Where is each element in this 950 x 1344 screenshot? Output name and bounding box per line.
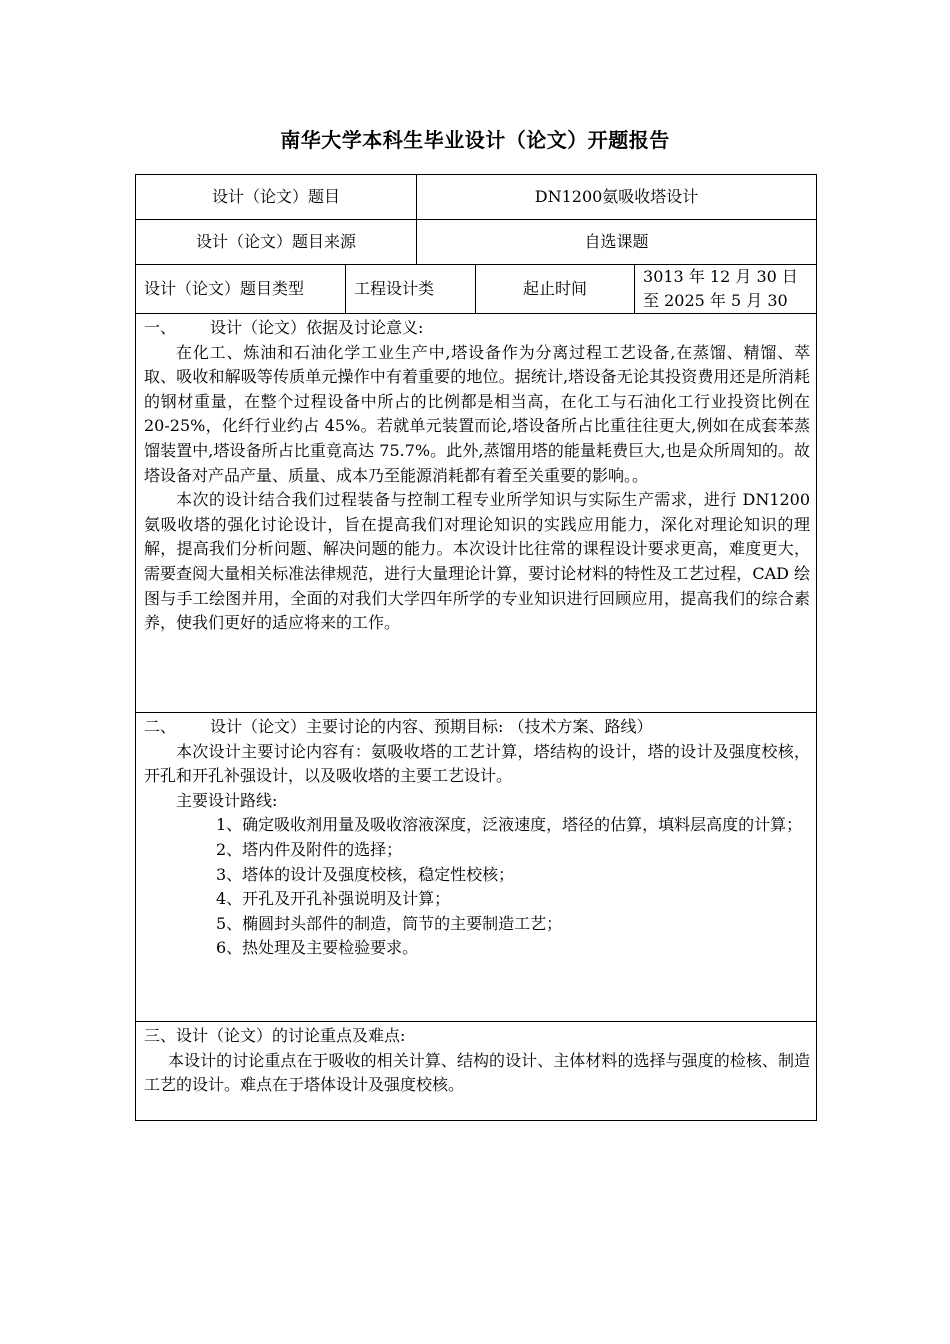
report-table bbox=[135, 174, 817, 1121]
source-value: 自选课题 bbox=[417, 220, 817, 265]
section-2-number: 二、 bbox=[144, 717, 177, 736]
list-item: 3、塔体的设计及强度校核，稳定性校核； bbox=[216, 864, 515, 884]
section-2 bbox=[136, 713, 817, 1022]
section-2-heading bbox=[144, 715, 810, 740]
topic-row bbox=[136, 175, 817, 220]
topic-value: DN1200氨吸收塔设计 bbox=[417, 175, 817, 220]
section-1 bbox=[136, 314, 817, 713]
topic-label: 设计（论文）题目 bbox=[136, 175, 417, 220]
section-3-heading: 三、设计（论文）的讨论重点及难点: bbox=[144, 1026, 406, 1045]
source-label: 设计（论文）题目来源 bbox=[136, 220, 417, 265]
list-item: 6、热处理及主要检验要求。 bbox=[216, 938, 419, 958]
list-item: 2、塔内件及附件的选择； bbox=[216, 839, 403, 859]
time-start: 3013 年 12 月 30 日 bbox=[643, 267, 798, 286]
section-1-paragraph: 在化工、炼油和石油化学工业生产中,塔设备作为分离过程工艺设备,在蒸馏、精馏、萃取、吸收和解吸等传质单元操作中有着重要的地位。据统计,塔设备无论其投资费用还是所消耗的钢材重量，在整个过程设备中所占的比例都是相当高，在化工与石油化工行业投资比例在 20-25%，化纤行业约占 45%。若就单元装置而论,塔设备所占比重往往更大,例如在成套苯蒸馏装置中,塔设备所占比重竟高达 75.7%。此外,蒸馏用塔的能量耗费巨大,也是众所周知的。故塔设备对产品产量、质量、成本乃至能源消耗都有着至关重要的影响。。 bbox=[144, 342, 811, 485]
list-item: 4、开孔及开孔补强说明及计算； bbox=[216, 889, 451, 909]
section-1-paragraph: 本次的设计结合我们过程装备与控制工程专业所学知识与实际生产需求，进行 DN1200 氨吸收塔的强化讨论设计，旨在提高我们对理论知识的实践应用能力，深化对理论知识的理解，提高我们分析问题、解决问题的能力。本次设计比往常的课程设计要求更高，难度更大，需要查阅大量相关标准法律规范，进行大量理论计算，要讨论材料的特性及工艺过程，CAD 绘图与手工绘图并用，全面的对我们大学四年所学的专业知识进行回顾应用，提高我们的综合素养，使我们更好的适应将来的工作。 bbox=[144, 490, 811, 633]
type-value: 工程设计类 bbox=[346, 265, 476, 314]
section-1-row bbox=[136, 314, 817, 713]
time-end: 至 2025 年 5 月 30 bbox=[643, 291, 788, 310]
section-1-heading-text: 设计（论文）依据及讨论意义: bbox=[210, 318, 424, 337]
section-3-row bbox=[136, 1022, 817, 1121]
section-1-heading bbox=[144, 316, 810, 341]
section-2-row bbox=[136, 713, 817, 1022]
type-label: 设计（论文）题目类型 bbox=[136, 265, 346, 314]
time-label: 起止时间 bbox=[476, 265, 635, 314]
page-title: 南华大学本科生毕业设计（论文）开题报告 bbox=[280, 128, 670, 152]
time-value bbox=[635, 265, 817, 314]
section-3-paragraph: 本设计的讨论重点在于吸收的相关计算、结构的设计、主体材料的选择与强度的检核、制造工艺的设计。难点在于塔体设计及强度校核。 bbox=[144, 1050, 811, 1095]
list-item: 5、椭圆封头部件的制造，筒节的主要制造工艺； bbox=[216, 913, 563, 933]
section-3 bbox=[136, 1022, 817, 1121]
section-2-paragraph: 本次设计主要讨论内容有：氨吸收塔的工艺计算，塔结构的设计，塔的设计及强度校核，开孔和开孔补强设计，以及吸收塔的主要工艺设计。 bbox=[144, 741, 811, 786]
source-row bbox=[136, 220, 817, 265]
list-item: 1、确定吸收剂用量及吸收溶液深度，泛液速度，塔径的估算，填料层高度的计算； bbox=[216, 815, 803, 835]
section-1-number: 一、 bbox=[144, 318, 177, 337]
type-row bbox=[136, 265, 817, 314]
route-label: 主要设计路线: bbox=[176, 790, 278, 810]
section-2-heading-text: 设计（论文）主要讨论的内容、预期目标: （技术方案、路线） bbox=[210, 717, 653, 736]
